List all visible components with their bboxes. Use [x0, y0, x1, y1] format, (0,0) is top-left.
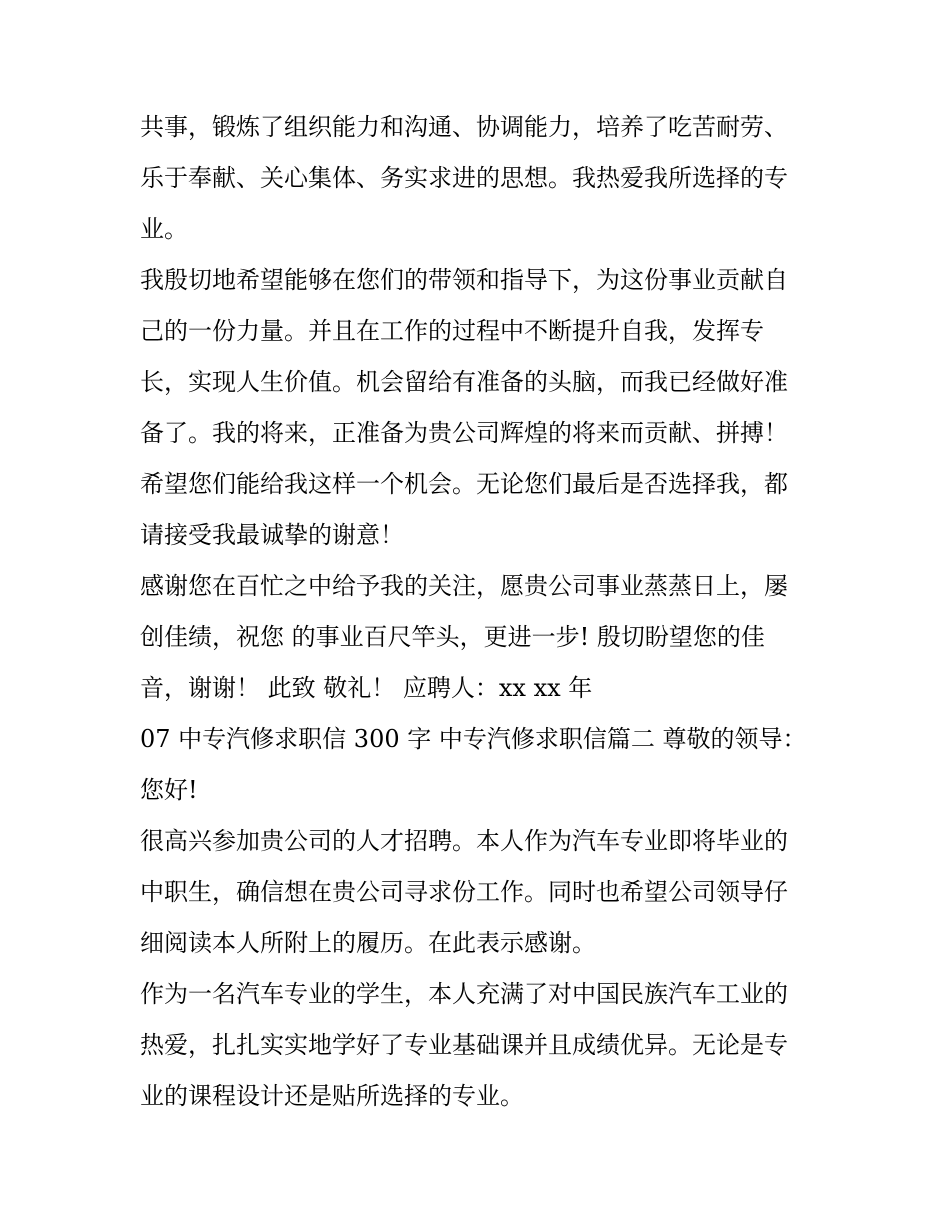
- text-line: 创佳绩，祝您 的事业百尺竿头，更进一步! 殷切盼望您的佳: [140, 623, 765, 651]
- text-line: 感谢您在百忙之中给予我的关注，愿贵公司事业蒸蒸日上，屡: [140, 572, 788, 600]
- text-line: 共事，锻炼了组织能力和沟通、协调能力，培养了吃苦耐劳、: [140, 113, 788, 141]
- text-line: 我殷切地希望能够在您们的带领和指导下，为这份事业贡献自: [140, 266, 788, 294]
- text-line: 您好!: [140, 776, 198, 804]
- text-line: 中职生，确信想在贵公司寻求份工作。同时也希望公司领导仔: [140, 878, 788, 906]
- text-line: 己的一份力量。并且在工作的过程中不断提升自我，发挥专: [140, 317, 764, 345]
- text-line: 作为一名汽车专业的学生，本人充满了对中国民族汽车工业的: [140, 980, 788, 1008]
- text-line: 音，谢谢！ 此致 敬礼！ 应聘人：xx xx 年: [140, 674, 593, 702]
- text-line: 热爱，扎扎实实地学好了专业基础课并且成绩优异。无论是专: [140, 1031, 788, 1059]
- text-line: 备了。我的将来，正准备为贵公司辉煌的将来而贡献、拼搏！: [140, 419, 788, 447]
- text-line: 很高兴参加贵公司的人才招聘。本人作为汽车专业即将毕业的: [140, 827, 788, 855]
- text-line: 07 中专汽修求职信 300 字 中专汽修求职信篇二 尊敬的领导：: [140, 725, 807, 753]
- text-line: 业。: [140, 215, 188, 243]
- body-text: [140, 102, 830, 1122]
- text-line: 业的课程设计还是贴所选择的专业。: [140, 1082, 524, 1110]
- text-line: 希望您们能给我这样一个机会。无论您们最后是否选择我，都: [140, 470, 788, 498]
- text-line: 请接受我最诚挚的谢意！: [140, 521, 404, 549]
- text-line: 乐于奉献、关心集体、务实求进的思想。我热爱我所选择的专: [140, 164, 788, 192]
- text-line: 长，实现人生价值。机会留给有准备的头脑，而我已经做好准: [140, 368, 788, 396]
- text-line: 细阅读本人所附上的履历。在此表示感谢。: [140, 929, 596, 957]
